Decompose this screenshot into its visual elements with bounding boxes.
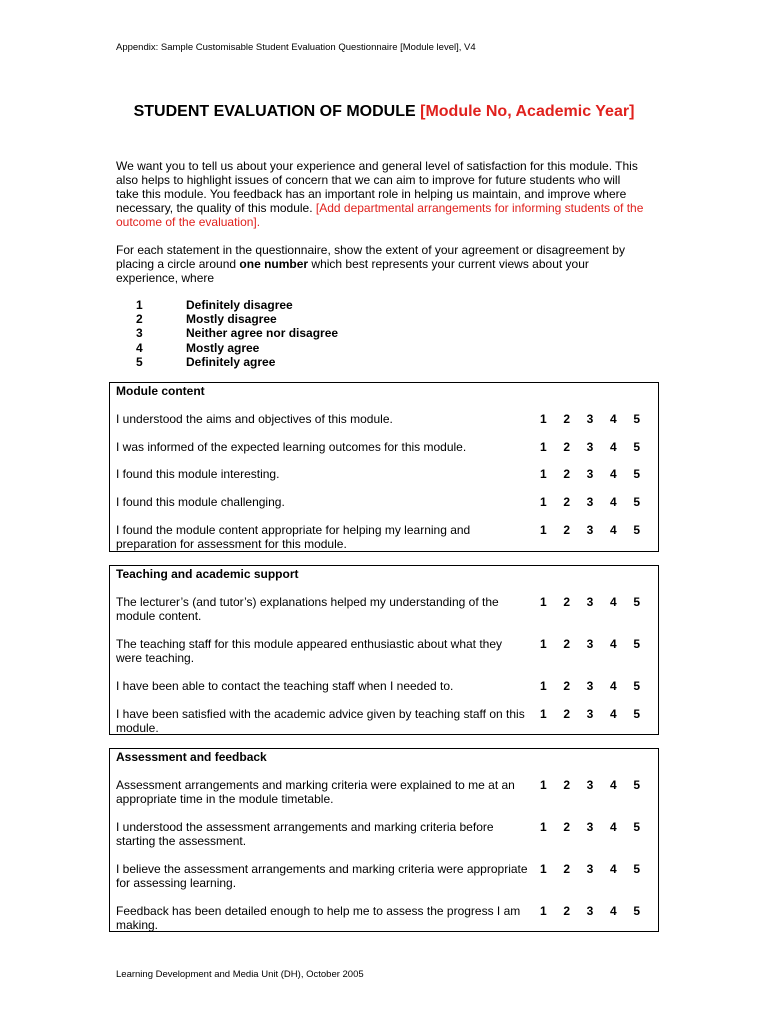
page-footer: Learning Development and Media Unit (DH), October 2005 <box>116 969 364 980</box>
rating-option[interactable]: 5 <box>633 707 640 721</box>
question-text: I found this module interesting. <box>116 467 280 481</box>
rating-option[interactable]: 3 <box>586 637 594 651</box>
rating-option[interactable]: 2 <box>563 637 571 651</box>
rating-option[interactable]: 5 <box>633 862 640 876</box>
rating-option[interactable]: 3 <box>586 412 594 426</box>
scale-number: 5 <box>136 354 143 369</box>
scale-number: 4 <box>136 340 143 355</box>
rating-options[interactable] <box>540 778 640 806</box>
question-row <box>116 412 656 426</box>
instructions-after: which best represents your current views about your experience, where <box>116 257 589 285</box>
rating-scale-legend <box>136 298 338 369</box>
rating-option[interactable]: 3 <box>586 595 594 609</box>
question-text: I understood the aims and objectives of this module. <box>116 412 393 426</box>
rating-option[interactable]: 2 <box>563 595 571 609</box>
rating-option[interactable]: 4 <box>609 862 617 876</box>
rating-option[interactable]: 3 <box>586 495 594 509</box>
scale-label: Neither agree nor disagree <box>186 326 339 341</box>
rating-options[interactable] <box>540 820 640 848</box>
question-text: I have been able to contact the teaching staff when I needed to. <box>116 679 454 693</box>
rating-option[interactable]: 1 <box>540 679 547 693</box>
rating-option[interactable]: 1 <box>540 820 547 834</box>
question-row <box>116 467 656 481</box>
rating-option[interactable]: 2 <box>563 467 571 481</box>
instructions-paragraph <box>116 243 646 285</box>
question-text: Assessment arrangements and marking criteria were explained to me at an appropriate time in the module timetable. <box>116 778 515 806</box>
question-text: I was informed of the expected learning outcomes for this module. <box>116 440 467 454</box>
scale-row <box>136 355 338 369</box>
rating-option[interactable]: 5 <box>633 904 640 918</box>
section-teaching-support <box>109 565 659 735</box>
rating-option[interactable]: 1 <box>540 862 547 876</box>
rating-options[interactable] <box>540 595 640 623</box>
rating-options[interactable] <box>540 679 640 693</box>
intro-text: We want you to tell us about your experience and general level of satisfaction for this module. This also helps to highlight issues of concern that we can aim to improve for future students who will take this module. You feedback has an important role in helping us maintain, and improve where necessary, the quality of this module. <box>116 159 638 215</box>
rating-option[interactable]: 4 <box>609 595 617 609</box>
rating-option[interactable]: 3 <box>586 862 594 876</box>
title-main: STUDENT EVALUATION OF MODULE <box>133 103 421 120</box>
rating-option[interactable]: 5 <box>633 637 640 651</box>
rating-option[interactable]: 5 <box>633 467 640 481</box>
question-row <box>116 904 656 932</box>
rating-option[interactable]: 1 <box>540 707 547 721</box>
section-title: Assessment and feedback <box>116 750 267 764</box>
rating-option[interactable]: 4 <box>609 495 617 509</box>
rating-option[interactable]: 2 <box>563 523 571 537</box>
rating-option[interactable]: 2 <box>563 440 571 454</box>
rating-option[interactable]: 1 <box>540 495 547 509</box>
scale-label: Mostly agree <box>186 340 260 355</box>
question-text: Feedback has been detailed enough to help me to assess the progress I am making. <box>116 904 521 932</box>
rating-option[interactable]: 2 <box>563 820 571 834</box>
rating-option[interactable]: 4 <box>609 778 617 792</box>
rating-option[interactable]: 5 <box>633 778 640 792</box>
title-placeholder: [Module No, Academic Year] <box>420 103 635 120</box>
rating-option[interactable]: 3 <box>586 707 594 721</box>
instructions-before: For each statement in the questionnaire, show the extent of your agreement or disagreement by placing a circle around <box>116 243 625 271</box>
rating-option[interactable]: 2 <box>563 495 571 509</box>
rating-option[interactable]: 1 <box>540 904 547 918</box>
rating-option[interactable]: 5 <box>633 820 640 834</box>
rating-option[interactable]: 1 <box>540 637 547 651</box>
rating-options[interactable] <box>540 523 640 551</box>
rating-option[interactable]: 2 <box>563 707 571 721</box>
page-header: Appendix: Sample Customisable Student Evaluation Questionnaire [Module level], V4 <box>116 42 476 53</box>
scale-row <box>136 298 338 312</box>
question-row <box>116 523 656 551</box>
rating-option[interactable]: 4 <box>609 440 617 454</box>
rating-option[interactable]: 4 <box>609 707 617 721</box>
page-title <box>110 101 658 122</box>
rating-option[interactable]: 2 <box>563 679 571 693</box>
section-title: Teaching and academic support <box>116 567 299 581</box>
question-text: I understood the assessment arrangements and marking criteria before starting the assessment. <box>116 820 494 848</box>
rating-option[interactable]: 5 <box>633 495 640 509</box>
question-row <box>116 862 656 890</box>
rating-options[interactable] <box>540 467 640 481</box>
rating-option[interactable]: 4 <box>609 412 617 426</box>
rating-options[interactable] <box>540 412 640 426</box>
scale-label: Definitely agree <box>186 354 276 369</box>
rating-option[interactable]: 1 <box>540 467 547 481</box>
question-text: The teaching staff for this module appeared enthusiastic about what they were teaching. <box>116 637 503 665</box>
question-text: The lecturer’s (and tutor’s) explanations helped my understanding of the module content. <box>116 595 499 623</box>
scale-label: Mostly disagree <box>186 312 277 327</box>
rating-option[interactable]: 4 <box>609 467 617 481</box>
instructions-bold: one number <box>239 257 309 271</box>
scale-row <box>136 341 338 355</box>
question-row <box>116 637 656 665</box>
question-row <box>116 707 656 735</box>
section-module-content <box>109 382 659 552</box>
scale-row <box>136 312 338 326</box>
rating-option[interactable]: 4 <box>609 679 617 693</box>
rating-option[interactable]: 2 <box>563 412 571 426</box>
rating-option[interactable]: 4 <box>609 637 617 651</box>
scale-number: 1 <box>136 298 143 312</box>
question-row <box>116 595 656 623</box>
rating-option[interactable]: 5 <box>633 595 640 609</box>
rating-options[interactable] <box>540 862 640 890</box>
question-row <box>116 820 656 848</box>
rating-option[interactable]: 4 <box>609 904 617 918</box>
rating-option[interactable]: 2 <box>563 904 571 918</box>
rating-option[interactable]: 3 <box>586 904 594 918</box>
scale-row <box>136 326 338 340</box>
question-row <box>116 495 656 509</box>
rating-options[interactable] <box>540 707 640 735</box>
rating-option[interactable]: 3 <box>586 679 594 693</box>
scale-label: Definitely disagree <box>186 298 293 312</box>
intro-paragraph <box>116 159 646 229</box>
rating-option[interactable]: 5 <box>633 412 640 426</box>
question-row <box>116 679 656 693</box>
rating-option[interactable]: 3 <box>586 820 594 834</box>
rating-options[interactable] <box>540 637 640 665</box>
rating-option[interactable]: 1 <box>540 778 547 792</box>
rating-options[interactable] <box>540 495 640 509</box>
rating-options[interactable] <box>540 904 640 932</box>
rating-option[interactable]: 2 <box>563 778 571 792</box>
rating-option[interactable]: 3 <box>586 440 594 454</box>
question-text: I found the module content appropriate for helping my learning and preparation for assessment for this module. <box>116 523 471 551</box>
question-text: I found this module challenging. <box>116 495 285 509</box>
rating-option[interactable]: 2 <box>563 862 571 876</box>
question-row <box>116 440 656 454</box>
rating-option[interactable]: 1 <box>540 440 547 454</box>
rating-option[interactable]: 5 <box>633 523 640 537</box>
rating-option[interactable]: 1 <box>540 412 547 426</box>
rating-options[interactable] <box>540 440 640 454</box>
scale-number: 2 <box>136 312 143 327</box>
section-title: Module content <box>116 384 205 398</box>
rating-option[interactable]: 4 <box>609 820 617 834</box>
question-text: I have been satisfied with the academic advice given by teaching staff on this module. <box>116 707 525 735</box>
section-assessment-feedback <box>109 748 659 932</box>
question-text: I believe the assessment arrangements and marking criteria were appropriate for assessing learning. <box>116 862 528 890</box>
rating-option[interactable]: 5 <box>633 440 640 454</box>
rating-option[interactable]: 3 <box>586 778 594 792</box>
rating-option[interactable]: 1 <box>540 523 547 537</box>
question-row <box>116 778 656 806</box>
rating-option[interactable]: 3 <box>586 467 594 481</box>
rating-option[interactable]: 4 <box>609 523 617 537</box>
rating-option[interactable]: 1 <box>540 595 547 609</box>
scale-number: 3 <box>136 326 143 341</box>
rating-option[interactable]: 5 <box>633 679 640 693</box>
intro-placeholder: [Add departmental arrangements for informing students of the outcome of the evaluation]. <box>116 201 644 229</box>
rating-option[interactable]: 3 <box>586 523 594 537</box>
